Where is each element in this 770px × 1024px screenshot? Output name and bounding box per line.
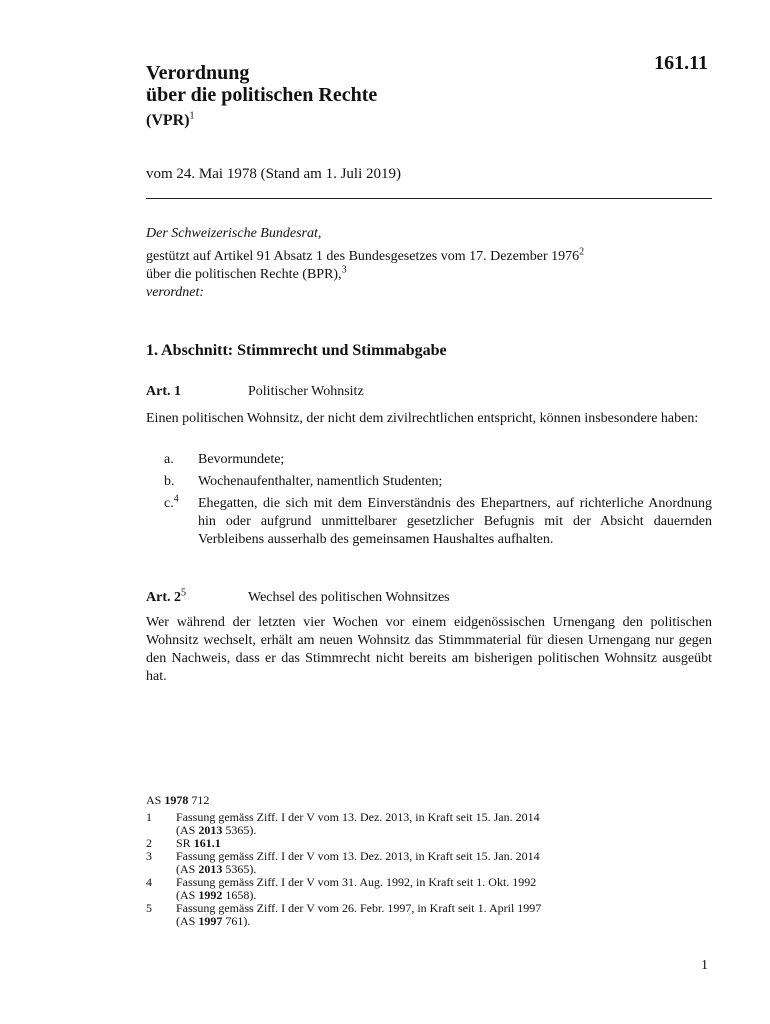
footnote-item bbox=[146, 850, 646, 876]
legal-basis-text-2: über die politischen Rechte (BPR), bbox=[146, 267, 342, 282]
footnote-ref-year: 2013 bbox=[198, 823, 223, 837]
article-2-title: Wechsel des politischen Wohnsitzes bbox=[248, 590, 450, 605]
footnote-text bbox=[176, 850, 646, 876]
footnote-number: 1 bbox=[146, 810, 152, 824]
preamble bbox=[146, 225, 712, 302]
footnote-ref-year: 1997 bbox=[198, 914, 223, 928]
footnote-body: SR bbox=[176, 836, 194, 850]
article-1-text: Einen politischen Wohnsitz, der nicht dem zivilrechtlichen entspricht, können insbesondere haben: bbox=[146, 411, 699, 426]
legal-basis-line-2 bbox=[146, 266, 712, 284]
date-line: vom 24. Mai 1978 (Stand am 1. Juli 2019) bbox=[146, 166, 401, 182]
footnote-ref-post: 1658). bbox=[222, 888, 257, 902]
footnote-ref-5[interactable]: 5 bbox=[181, 587, 186, 599]
footnote-ref-4[interactable]: 4 bbox=[173, 493, 179, 505]
footnote-ref-year: 1992 bbox=[198, 888, 223, 902]
document-title bbox=[146, 62, 377, 106]
footnote-ref-pre: (AS bbox=[176, 914, 199, 928]
footnote-body: Fassung gemäss Ziff. I der V vom 26. Febr. 1997, in Kraft seit 1. April 1997 bbox=[176, 901, 542, 915]
footnote-ref-3[interactable]: 3 bbox=[341, 264, 347, 276]
sr-number: 161.11 bbox=[654, 52, 708, 74]
article-1-number: Art. 1 bbox=[146, 384, 181, 399]
footnote-ref-1[interactable]: 1 bbox=[189, 110, 195, 122]
abbreviation bbox=[146, 112, 195, 130]
footnote-number: 5 bbox=[146, 901, 152, 915]
article-2-number-text: Art. 2 bbox=[146, 590, 181, 605]
as-year: 1978 bbox=[164, 793, 189, 807]
list-item bbox=[146, 495, 712, 549]
footnote-text bbox=[176, 811, 646, 837]
list-item-label: a. bbox=[164, 452, 174, 467]
as-prefix: AS bbox=[146, 793, 162, 807]
abbreviation-text: (VPR) bbox=[146, 112, 190, 129]
list-item-label: b. bbox=[164, 474, 175, 489]
footnotes bbox=[146, 794, 646, 928]
list-item-text: Ehegatten, die sich mit dem Einverständnis des Ehepartners, auf richterliche Anordnung hin oder aufgrund unmittelbarer gesetzlicher Befugnis mit der Absicht dauernden Verbleibens ausserhalb des gemeinsamen Haushaltes aufhalten. bbox=[198, 496, 712, 547]
list-item-label bbox=[146, 495, 198, 549]
footnote-number: 2 bbox=[146, 836, 152, 850]
title-line-1: Verordnung bbox=[146, 62, 250, 84]
list-item bbox=[146, 451, 712, 469]
decree: verordnet: bbox=[146, 285, 205, 300]
footnote-ref-post: 5365). bbox=[222, 823, 257, 837]
footnote-ref-post: 761). bbox=[222, 914, 251, 928]
title-line-2: über die politischen Rechte bbox=[146, 84, 378, 106]
article-2-number bbox=[146, 587, 248, 606]
footnote-sr-number: 161.1 bbox=[193, 836, 221, 850]
footnote-ref-pre: (AS bbox=[176, 862, 199, 876]
footnote-ref-pre: (AS bbox=[176, 823, 199, 837]
list-item bbox=[146, 473, 712, 491]
footnote-ref-year: 2013 bbox=[198, 862, 223, 876]
as-reference bbox=[146, 794, 646, 807]
article-2-heading bbox=[146, 587, 712, 606]
header-divider bbox=[146, 198, 712, 199]
section-title: 1. Abschnitt: Stimmrecht und Stimmabgabe bbox=[146, 342, 447, 359]
footnote-number: 4 bbox=[146, 875, 152, 889]
footnote-ref-2[interactable]: 2 bbox=[579, 246, 585, 258]
authority: Der Schweizerische Bundesrat, bbox=[146, 226, 322, 241]
footnote-body: Fassung gemäss Ziff. I der V vom 13. Dez. 2013, in Kraft seit 15. Jan. 2014 bbox=[176, 810, 540, 824]
list-item-text: Wochenaufenthalter, namentlich Studenten; bbox=[198, 474, 443, 489]
footnote-item bbox=[146, 902, 646, 928]
article-2-text: Wer während der letzten vier Wochen vor einem eidgenössischen Urnengang den politischen Wohnsitz wechselt, erhält am neuen Wohnsitz das Stimmmaterial für diesen Urnengang nur gegen den Nachweis, dass er das Stimmrecht nicht bereits am bisherigen politischen Wohnsitz ausgeübt hat. bbox=[146, 615, 712, 684]
footnote-item bbox=[146, 811, 646, 837]
footnote-text bbox=[176, 876, 646, 902]
page-number: 1 bbox=[701, 958, 708, 973]
footnote-body: Fassung gemäss Ziff. I der V vom 13. Dez. 2013, in Kraft seit 15. Jan. 2014 bbox=[176, 849, 540, 863]
article-1-list bbox=[146, 451, 712, 553]
footnote-item bbox=[146, 876, 646, 902]
footnote-text bbox=[176, 902, 646, 928]
footnote-number: 3 bbox=[146, 849, 152, 863]
list-item-label-text: c. bbox=[164, 496, 174, 511]
list-item-text: Bevormundete; bbox=[198, 452, 285, 467]
legal-basis-line-1 bbox=[146, 248, 712, 266]
footnote-ref-post: 5365). bbox=[222, 862, 257, 876]
article-1-title: Politischer Wohnsitz bbox=[248, 384, 364, 399]
article-1-heading bbox=[146, 384, 712, 400]
footnote-ref-pre: (AS bbox=[176, 888, 199, 902]
footnote-body: Fassung gemäss Ziff. I der V vom 31. Aug. 1992, in Kraft seit 1. Okt. 1992 bbox=[176, 875, 537, 889]
legal-basis-text-1: gestützt auf Artikel 91 Absatz 1 des Bundesgesetzes vom 17. Dezember 1976 bbox=[146, 249, 580, 264]
as-page: 712 bbox=[191, 793, 210, 807]
